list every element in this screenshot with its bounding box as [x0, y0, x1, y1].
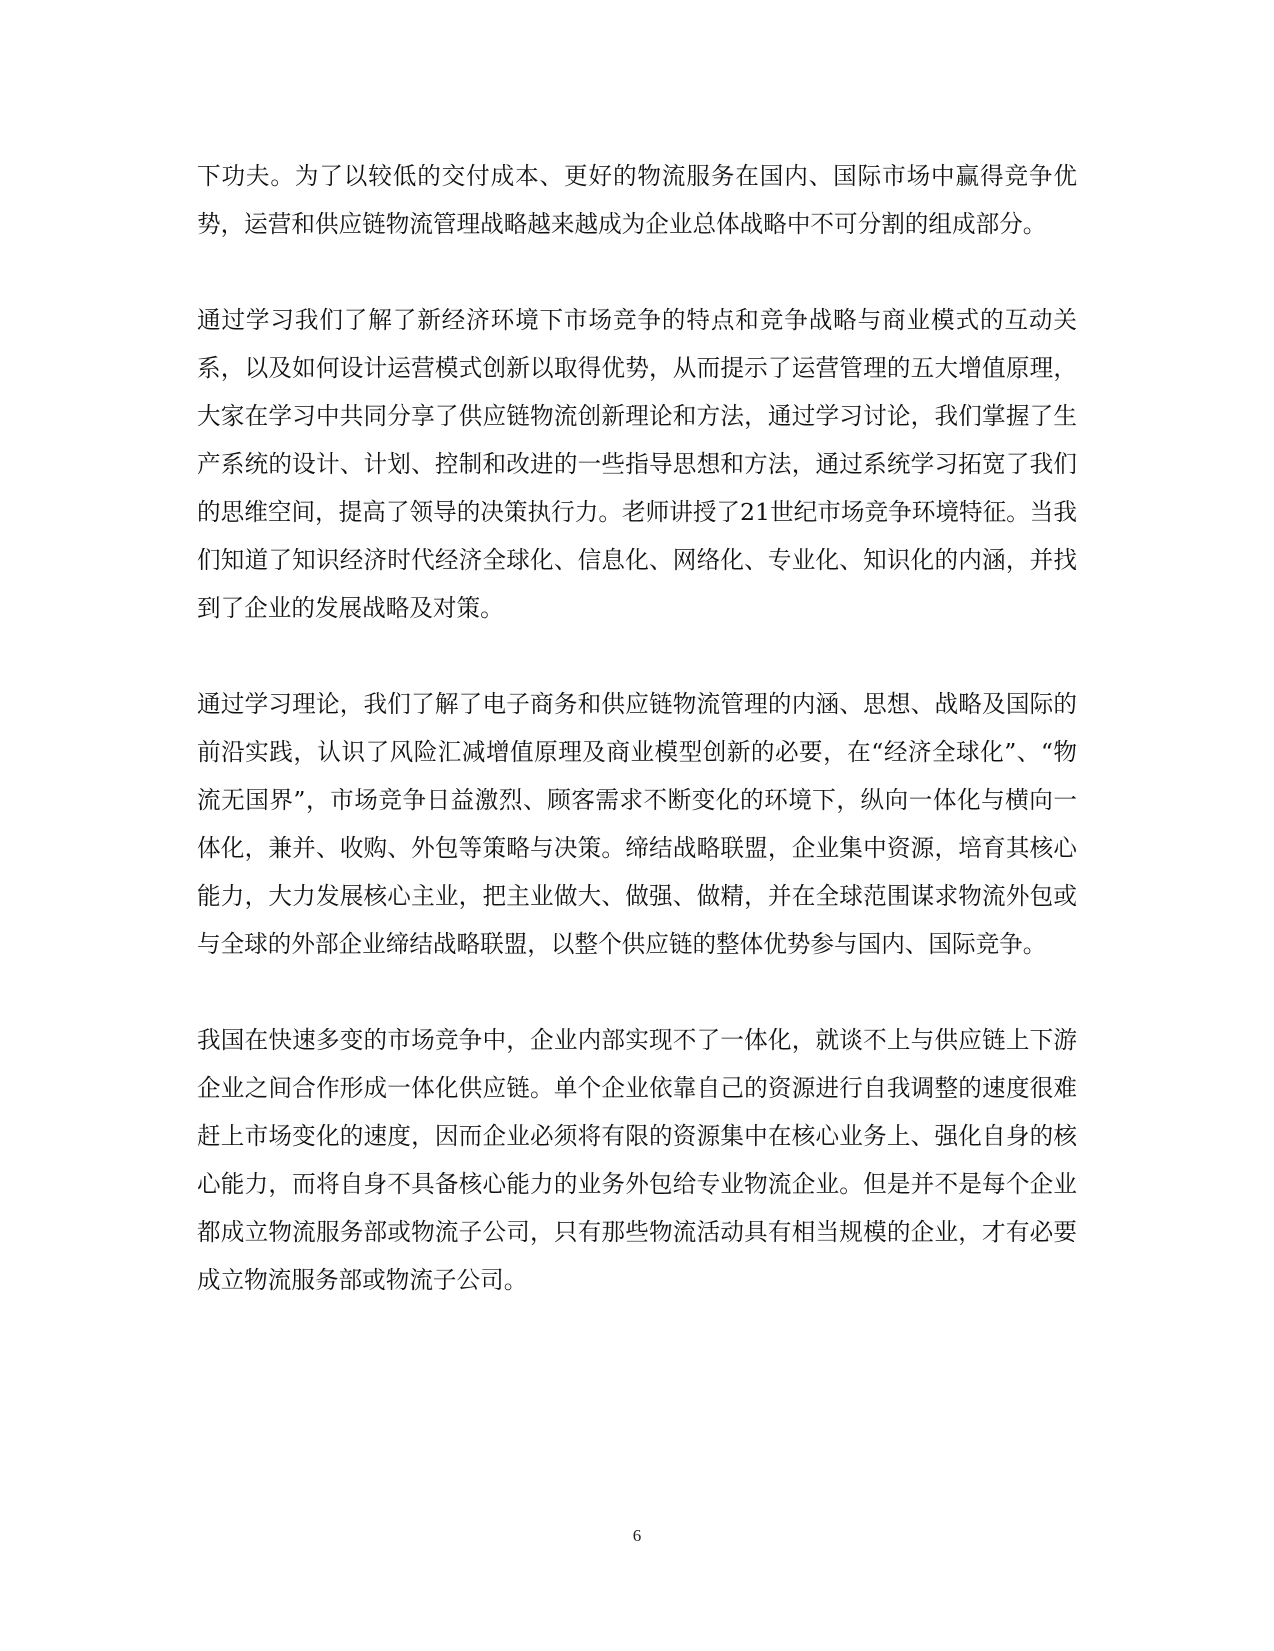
page-number: 6 [632, 1526, 642, 1545]
paragraph-3: 通过学习理论，我们了解了电子商务和供应链物流管理的内涵、思想、战略及国际的前沿实践，认识了风险汇减增值原理及商业模型创新的必要，在“经济全球化”、“物流无国界”，市场竞争日益激烈、顾客需求不断变化的环境下，纵向一体化与横向一体化，兼并、收购、外包等策略与决策。缔结战略联盟，企业集中资源，培育其核心能力，大力发展核心主业，把主业做大、做强、做精，并在全球范围谋求物流外包或与全球的外部企业缔结战略联盟，以整个供应链的整体优势参与国内、国际竞争。 [197, 690, 1077, 958]
document-body [197, 152, 1077, 1352]
paragraph-1: 下功夫。为了以较低的交付成本、更好的物流服务在国内、国际市场中赢得竞争优势，运营和供应链物流管理战略越来越成为企业总体战略中不可分割的组成部分。 [197, 162, 1077, 238]
paragraph-2: 通过学习我们了解了新经济环境下市场竞争的特点和竞争战略与商业模式的互动关系，以及如何设计运营模式创新以取得优势，从而提示了运营管理的五大增值原理，大家在学习中共同分享了供应链物流创新理论和方法，通过学习讨论，我们掌握了生产系统的设计、计划、控制和改进的一些指导思想和方法，通过系统学习拓宽了我们的思维空间，提高了领导的决策执行力。老师讲授了21世纪市场竞争环境特征。当我们知道了知识经济时代经济全球化、信息化、网络化、专业化、知识化的内涵，并找到了企业的发展战略及对策。 [197, 306, 1077, 622]
paragraph-4: 我国在快速多变的市场竞争中，企业内部实现不了一体化，就谈不上与供应链上下游企业之间合作形成一体化供应链。单个企业依靠自己的资源进行自我调整的速度很难赶上市场变化的速度，因而企业必须将有限的资源集中在核心业务上、强化自身的核心能力，而将自身不具备核心能力的业务外包给专业物流企业。但是并不是每个企业都成立物流服务部或物流子公司，只有那些物流活动具有相当规模的企业，才有必要成立物流服务部或物流子公司。 [197, 1026, 1077, 1294]
